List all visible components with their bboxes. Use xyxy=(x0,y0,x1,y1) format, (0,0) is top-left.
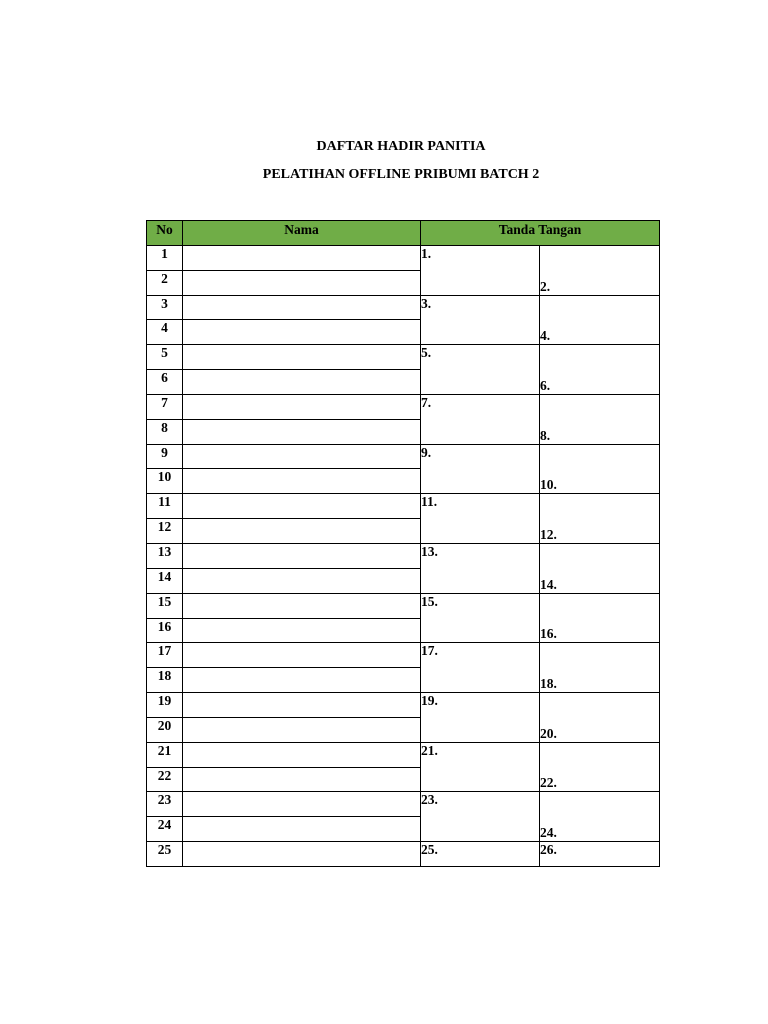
name-cell[interactable] xyxy=(183,792,421,817)
row-number: 25 xyxy=(147,842,183,867)
name-cell[interactable] xyxy=(183,643,421,668)
row-number: 17 xyxy=(147,643,183,668)
signature-cell-right[interactable]: 18. xyxy=(540,643,660,693)
table-body xyxy=(147,245,660,866)
signature-cell-left[interactable]: 1. xyxy=(421,245,540,295)
signature-cell-left[interactable]: 23. xyxy=(421,792,540,842)
header-name: Nama xyxy=(183,221,421,246)
row-number: 4 xyxy=(147,320,183,345)
row-number: 7 xyxy=(147,394,183,419)
signature-cell-right[interactable]: 8. xyxy=(540,394,660,444)
row-number: 19 xyxy=(147,693,183,718)
header-no: No xyxy=(147,221,183,246)
name-cell[interactable] xyxy=(183,842,421,867)
name-cell[interactable] xyxy=(183,742,421,767)
signature-cell-left[interactable]: 17. xyxy=(421,643,540,693)
row-number: 22 xyxy=(147,767,183,792)
row-number: 18 xyxy=(147,668,183,693)
name-cell[interactable] xyxy=(183,568,421,593)
row-number: 2 xyxy=(147,270,183,295)
signature-cell-left[interactable]: 15. xyxy=(421,593,540,643)
row-number: 16 xyxy=(147,618,183,643)
name-cell[interactable] xyxy=(183,295,421,320)
table-row xyxy=(147,792,660,817)
table-row xyxy=(147,742,660,767)
row-number: 5 xyxy=(147,345,183,370)
name-cell[interactable] xyxy=(183,817,421,842)
name-cell[interactable] xyxy=(183,618,421,643)
signature-cell-right[interactable]: 12. xyxy=(540,494,660,544)
row-number: 24 xyxy=(147,817,183,842)
row-number: 11 xyxy=(147,494,183,519)
signature-cell-left[interactable]: 25. xyxy=(421,842,540,867)
name-cell[interactable] xyxy=(183,345,421,370)
name-cell[interactable] xyxy=(183,494,421,519)
table-row xyxy=(147,543,660,568)
table-row xyxy=(147,494,660,519)
table-row xyxy=(147,245,660,270)
name-cell[interactable] xyxy=(183,593,421,618)
name-cell[interactable] xyxy=(183,270,421,295)
signature-cell-right[interactable]: 24. xyxy=(540,792,660,842)
table-row xyxy=(147,394,660,419)
signature-cell-right[interactable]: 22. xyxy=(540,742,660,792)
row-number: 8 xyxy=(147,419,183,444)
row-number: 1 xyxy=(147,245,183,270)
table-row xyxy=(147,593,660,618)
name-cell[interactable] xyxy=(183,320,421,345)
table-row xyxy=(147,295,660,320)
name-cell[interactable] xyxy=(183,543,421,568)
signature-cell-left[interactable]: 7. xyxy=(421,394,540,444)
table-row xyxy=(147,842,660,867)
table-row xyxy=(147,693,660,718)
table-row xyxy=(147,345,660,370)
signature-cell-left[interactable]: 19. xyxy=(421,693,540,743)
signature-cell-right[interactable]: 20. xyxy=(540,693,660,743)
row-number: 6 xyxy=(147,370,183,395)
row-number: 15 xyxy=(147,593,183,618)
table-header-row xyxy=(147,221,660,246)
name-cell[interactable] xyxy=(183,444,421,469)
name-cell[interactable] xyxy=(183,469,421,494)
name-cell[interactable] xyxy=(183,419,421,444)
name-cell[interactable] xyxy=(183,693,421,718)
row-number: 10 xyxy=(147,469,183,494)
signature-cell-left[interactable]: 9. xyxy=(421,444,540,494)
name-cell[interactable] xyxy=(183,370,421,395)
signature-cell-right[interactable]: 10. xyxy=(540,444,660,494)
signature-cell-left[interactable]: 13. xyxy=(421,543,540,593)
table-row xyxy=(147,643,660,668)
header-signature: Tanda Tangan xyxy=(421,221,660,246)
signature-cell-right[interactable]: 26. xyxy=(540,842,660,867)
document-title: DAFTAR HADIR PANITIA xyxy=(316,139,486,154)
signature-cell-right[interactable]: 2. xyxy=(540,245,660,295)
row-number: 21 xyxy=(147,742,183,767)
document-subtitle: PELATIHAN OFFLINE PRIBUMI BATCH 2 xyxy=(262,167,540,182)
row-number: 12 xyxy=(147,519,183,544)
name-cell[interactable] xyxy=(183,767,421,792)
row-number: 13 xyxy=(147,543,183,568)
row-number: 20 xyxy=(147,717,183,742)
signature-cell-right[interactable]: 16. xyxy=(540,593,660,643)
name-cell[interactable] xyxy=(183,394,421,419)
row-number: 14 xyxy=(147,568,183,593)
signature-cell-left[interactable]: 11. xyxy=(421,494,540,544)
signature-cell-left[interactable]: 21. xyxy=(421,742,540,792)
signature-cell-right[interactable]: 4. xyxy=(540,295,660,345)
signature-cell-right[interactable]: 6. xyxy=(540,345,660,395)
name-cell[interactable] xyxy=(183,668,421,693)
row-number: 9 xyxy=(147,444,183,469)
name-cell[interactable] xyxy=(183,717,421,742)
signature-cell-right[interactable]: 14. xyxy=(540,543,660,593)
table-row xyxy=(147,444,660,469)
signature-cell-left[interactable]: 5. xyxy=(421,345,540,395)
name-cell[interactable] xyxy=(183,245,421,270)
name-cell[interactable] xyxy=(183,519,421,544)
row-number: 23 xyxy=(147,792,183,817)
row-number: 3 xyxy=(147,295,183,320)
attendance-table xyxy=(146,220,660,867)
signature-cell-left[interactable]: 3. xyxy=(421,295,540,345)
